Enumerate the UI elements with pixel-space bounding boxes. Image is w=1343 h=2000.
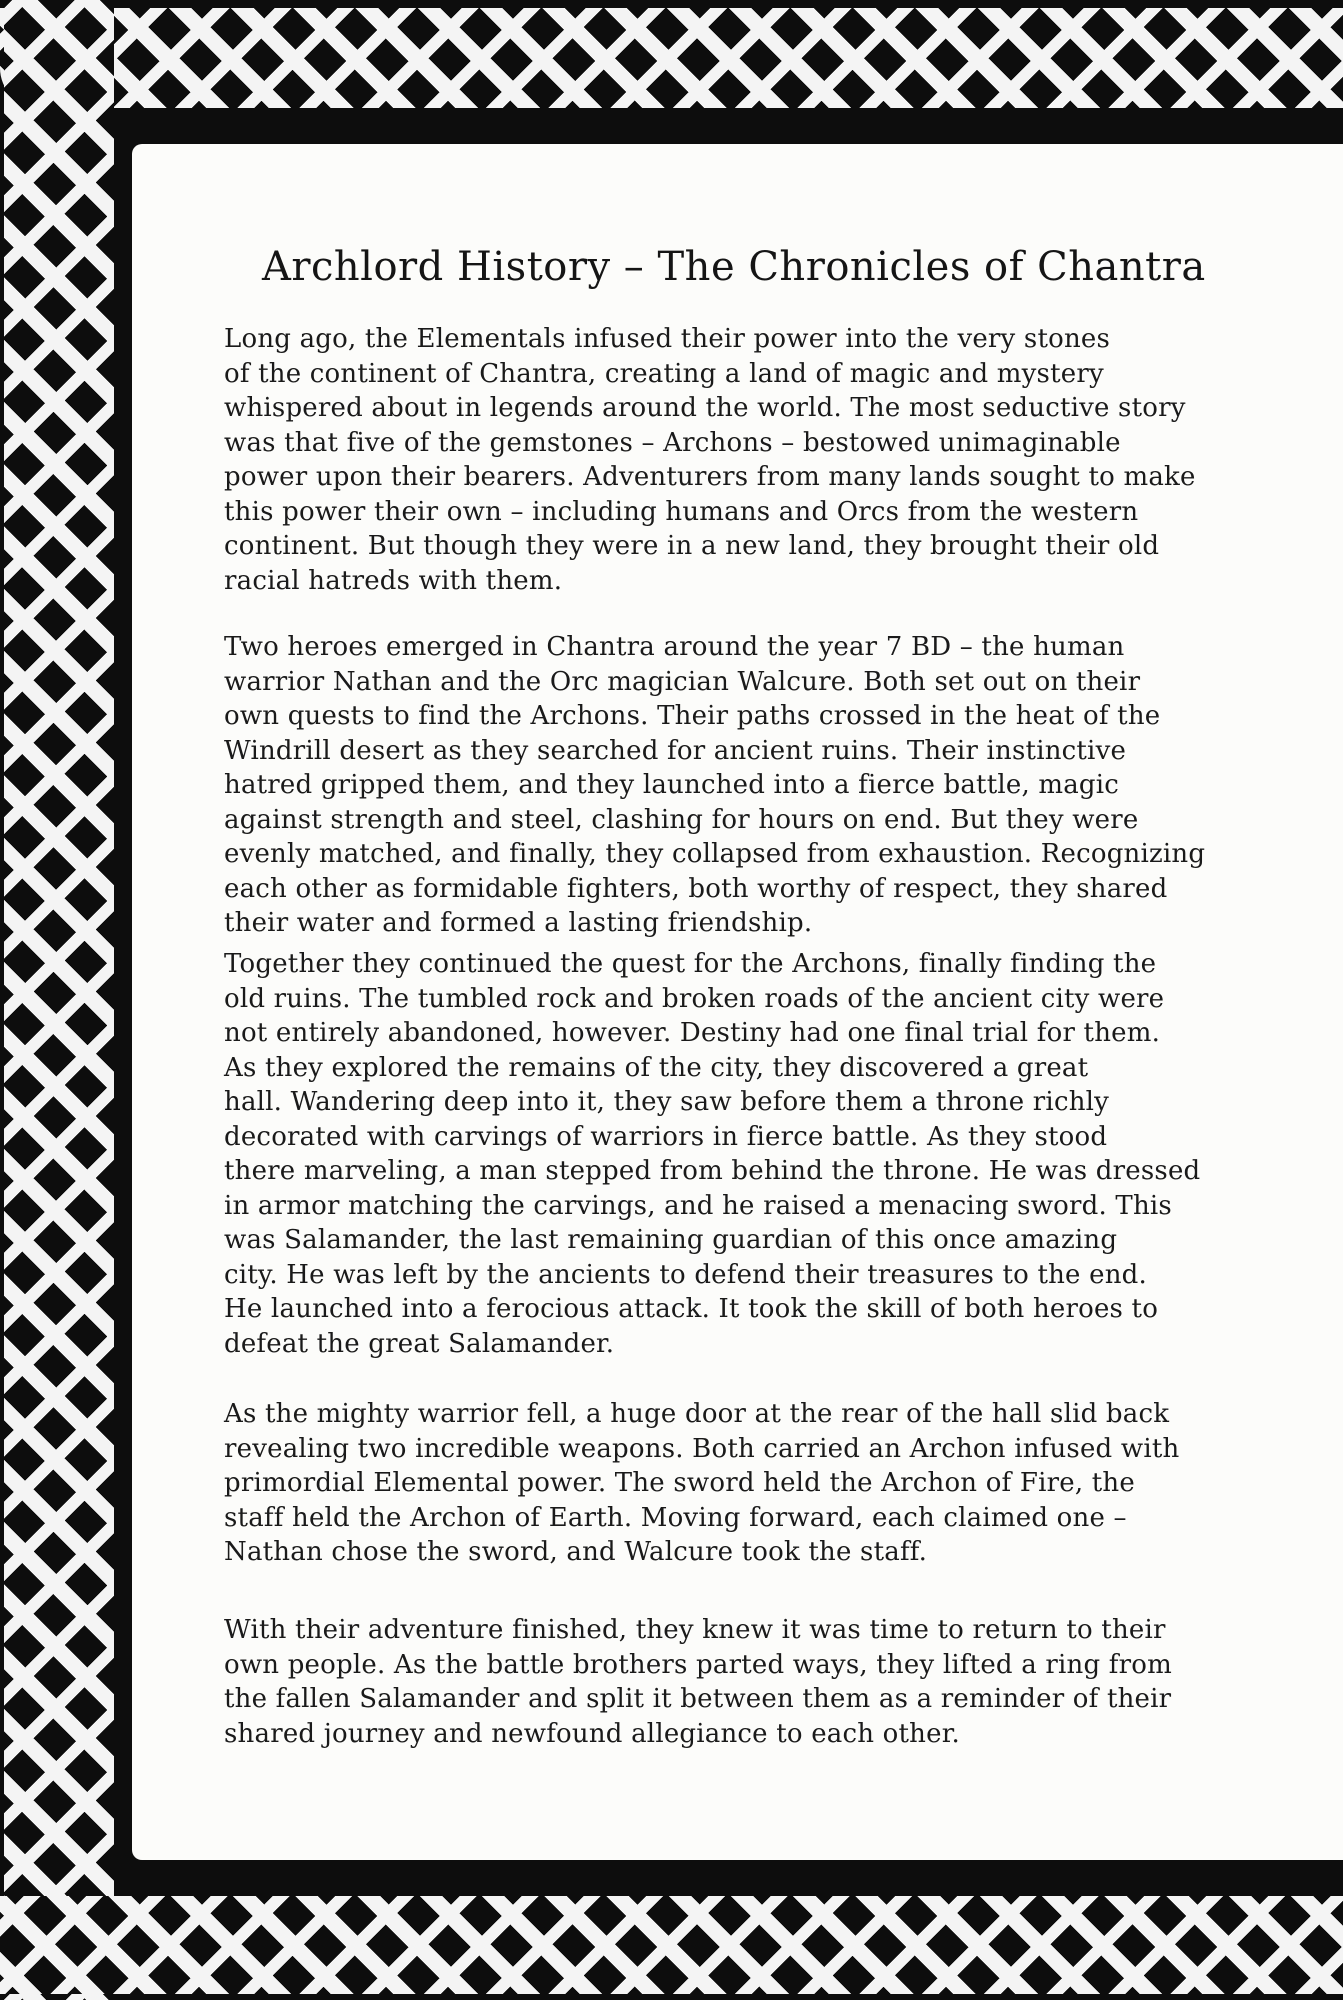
text-line: As the mighty warrior fell, a huge door at the rear of the hall slid back [224, 1399, 1170, 1429]
text-line: whispered about in legends around the world. The most seductive story [224, 393, 1186, 423]
text-line: old ruins. The tumbled rock and broken roads of the ancient city were [224, 983, 1165, 1014]
text-line: there marveling, a man stepped from behind the throne. He was dressed [224, 1156, 1201, 1186]
text-line: power upon their bearers. Adventurers from many lands sought to make [224, 462, 1196, 492]
text-line: racial hatreds with them. [224, 565, 563, 596]
paragraph-3 [224, 947, 1200, 1361]
text-line: As they explored the remains of the city, they discovered a great [224, 1052, 1089, 1083]
text-line: not entirely abandoned, however. Destiny had one final trial for them. [224, 1018, 1161, 1048]
text-line: warrior Nathan and the Orc magician Walcure. Both set out on their [224, 666, 1141, 697]
text-line: continent. But though they were in a new land, they brought their old [224, 531, 1160, 561]
text-line: shared journey and newfound allegiance to each other. [224, 1718, 960, 1749]
text-line: He launched into a ferocious attack. It took the skill of both heroes to [224, 1294, 1159, 1324]
text-line: Windrill desert as they searched for ancient ruins. Their instinctive [224, 735, 1127, 766]
text-line: hatred gripped them, and they launched into a fierce battle, magic [224, 770, 1120, 800]
text-line: decorated with carvings of warriors in fierce battle. As they stood [224, 1121, 1108, 1152]
text-line: in armor matching the carvings, and he raised a menacing sword. This [224, 1190, 1172, 1221]
text-line: With their adventure finished, they knew it was time to return to their [224, 1615, 1166, 1645]
knotwork-top [0, 8, 1343, 108]
text-line: their water and formed a lasting friendship. [224, 908, 813, 938]
text-line: own quests to find the Archons. Their paths crossed in the heat of the [224, 701, 1161, 731]
text-line: each other as formidable fighters, both worthy of respect, they shared [224, 873, 1168, 904]
text-line: defeat the great Salamander. [224, 1328, 615, 1359]
text-line: evenly matched, and finally, they collapsed from exhaustion. Recognizing [224, 839, 1206, 869]
text-line: Nathan chose the sword, and Walcure took the staff. [224, 1537, 928, 1567]
text-line: this power their own – including humans and Orcs from the western [224, 496, 1139, 527]
knotwork-left [4, 0, 114, 2000]
text-line: the fallen Salamander and split it between them as a reminder of their [224, 1684, 1172, 1714]
text-line: revealing two incredible weapons. Both carried an Archon infused with [224, 1433, 1180, 1464]
text-line: Long ago, the Elementals infused their power into the very stones [224, 324, 1111, 354]
text-line: Together they continued the quest for the Archons, finally finding the [224, 949, 1157, 979]
text-line: primordial Elemental power. The sword held the Archon of Fire, the [224, 1468, 1135, 1498]
paragraph-2 [224, 630, 1205, 941]
paragraph-4 [224, 1397, 1179, 1570]
text-line: own people. As the battle brothers parted ways, they lifted a ring from [224, 1649, 1172, 1680]
text-line: hall. Wandering deep into it, they saw before them a throne richly [224, 1087, 1110, 1117]
text-line: was Salamander, the last remaining guardian of this once amazing [224, 1225, 1118, 1255]
text-line: was that five of the gemstones – Archons – bestowed unimaginable [224, 427, 1121, 458]
text-line: of the continent of Chantra, creating a land of magic and mystery [224, 358, 1104, 389]
knotwork-bottom [0, 1896, 1343, 1994]
text-line: city. He was left by the ancients to defend their treasures to the end. [224, 1259, 1147, 1290]
page-title: Archlord History – The Chronicles of Chantra [262, 244, 1206, 290]
text-line: against strength and steel, clashing for hours on end. But they were [224, 804, 1139, 835]
paragraph-1 [224, 322, 1196, 598]
text-line: staff held the Archon of Earth. Moving forward, each claimed one – [224, 1502, 1127, 1533]
text-line: Two heroes emerged in Chantra around the year 7 BD – the human [224, 632, 1125, 662]
paragraph-5 [224, 1613, 1172, 1751]
